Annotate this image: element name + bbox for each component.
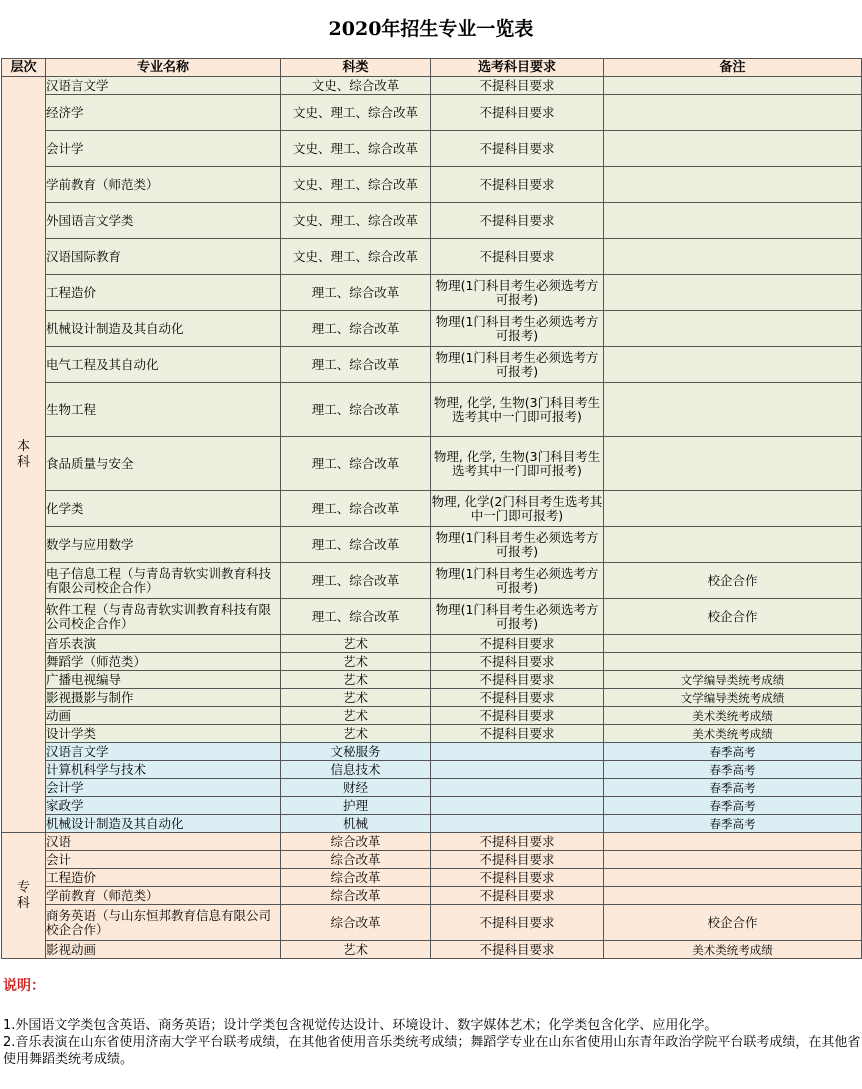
subject-requirement-cell: 不提科目要求 bbox=[431, 653, 604, 671]
major-name-cell: 广播电视编导 bbox=[46, 671, 281, 689]
subject-requirement-cell: 物理, 化学, 生物(3门科目考生选考其中一门即可报考) bbox=[431, 383, 604, 437]
subject-requirement-cell bbox=[431, 797, 604, 815]
major-name-cell: 工程造价 bbox=[46, 869, 281, 887]
subject-requirement-cell: 不提科目要求 bbox=[431, 689, 604, 707]
subject-requirement-cell: 物理(1门科目考生必须选考方可报考) bbox=[431, 347, 604, 383]
remarks-cell bbox=[604, 491, 862, 527]
major-name-cell: 影视摄影与制作 bbox=[46, 689, 281, 707]
remarks-cell bbox=[604, 635, 862, 653]
major-name-cell: 电气工程及其自动化 bbox=[46, 347, 281, 383]
header-subject-requirement: 选考科目要求 bbox=[431, 59, 604, 77]
remarks-cell: 春季高考 bbox=[604, 815, 862, 833]
remarks-cell bbox=[604, 437, 862, 491]
major-name-cell: 化学类 bbox=[46, 491, 281, 527]
subject-requirement-cell: 不提科目要求 bbox=[431, 905, 604, 941]
remarks-cell bbox=[604, 77, 862, 95]
note-item-1: 1.外国语文学类包含英语、商务英语；设计学类包含视觉传达设计、环境设计、数字媒体艺术；化学类包含化学、应用化学。 bbox=[3, 1018, 718, 1033]
table-row bbox=[2, 761, 862, 779]
subject-requirement-cell: 不提科目要求 bbox=[431, 203, 604, 239]
table-row bbox=[2, 437, 862, 491]
category-cell: 理工、综合改革 bbox=[281, 437, 431, 491]
subject-requirement-cell: 物理(1门科目考生必须选考方可报考) bbox=[431, 527, 604, 563]
header-category: 科类 bbox=[281, 59, 431, 77]
level-cell-benke-label: 本科 bbox=[17, 438, 31, 470]
subject-requirement-cell: 物理(1门科目考生必须选考方可报考) bbox=[431, 311, 604, 347]
remarks-cell bbox=[604, 833, 862, 851]
category-cell: 文史、理工、综合改革 bbox=[281, 95, 431, 131]
subject-requirement-cell: 物理(1门科目考生必须选考方可报考) bbox=[431, 275, 604, 311]
category-cell: 综合改革 bbox=[281, 851, 431, 869]
table-row bbox=[2, 689, 862, 707]
major-name-cell: 计算机科学与技术 bbox=[46, 761, 281, 779]
remarks-cell bbox=[604, 527, 862, 563]
remarks-cell: 校企合作 bbox=[604, 563, 862, 599]
table-row bbox=[2, 743, 862, 761]
category-cell: 文史、理工、综合改革 bbox=[281, 131, 431, 167]
major-name-cell: 家政学 bbox=[46, 797, 281, 815]
remarks-cell: 春季高考 bbox=[604, 779, 862, 797]
category-cell: 理工、综合改革 bbox=[281, 599, 431, 635]
category-cell: 综合改革 bbox=[281, 905, 431, 941]
category-cell: 艺术 bbox=[281, 707, 431, 725]
subject-requirement-cell: 不提科目要求 bbox=[431, 635, 604, 653]
table-row bbox=[2, 653, 862, 671]
table-row bbox=[2, 95, 862, 131]
category-cell: 理工、综合改革 bbox=[281, 383, 431, 437]
category-cell: 理工、综合改革 bbox=[281, 491, 431, 527]
major-name-cell: 舞蹈学（师范类） bbox=[46, 653, 281, 671]
category-cell: 综合改革 bbox=[281, 869, 431, 887]
category-cell: 艺术 bbox=[281, 671, 431, 689]
major-name-cell: 汉语言文学 bbox=[46, 77, 281, 95]
table-row bbox=[2, 383, 862, 437]
subject-requirement-cell: 不提科目要求 bbox=[431, 941, 604, 959]
category-cell: 理工、综合改革 bbox=[281, 311, 431, 347]
major-name-cell: 经济学 bbox=[46, 95, 281, 131]
category-cell: 护理 bbox=[281, 797, 431, 815]
header-remarks: 备注 bbox=[604, 59, 862, 77]
remarks-cell bbox=[604, 203, 862, 239]
major-name-cell: 食品质量与安全 bbox=[46, 437, 281, 491]
major-name-cell: 机械设计制造及其自动化 bbox=[46, 815, 281, 833]
remarks-cell: 春季高考 bbox=[604, 797, 862, 815]
table-row bbox=[2, 239, 862, 275]
remarks-cell: 校企合作 bbox=[604, 599, 862, 635]
remarks-cell: 春季高考 bbox=[604, 761, 862, 779]
subject-requirement-cell bbox=[431, 743, 604, 761]
header-major-name: 专业名称 bbox=[46, 59, 281, 77]
subject-requirement-cell: 不提科目要求 bbox=[431, 95, 604, 131]
remarks-cell bbox=[604, 653, 862, 671]
category-cell: 艺术 bbox=[281, 941, 431, 959]
subject-requirement-cell: 不提科目要求 bbox=[431, 77, 604, 95]
subject-requirement-cell: 不提科目要求 bbox=[431, 131, 604, 167]
table-row bbox=[2, 905, 862, 941]
table-row bbox=[2, 167, 862, 203]
remarks-cell: 美术类统考成绩 bbox=[604, 707, 862, 725]
notes-section bbox=[3, 978, 861, 1068]
major-name-cell: 会计学 bbox=[46, 779, 281, 797]
category-cell: 信息技术 bbox=[281, 761, 431, 779]
major-name-cell: 外国语言文学类 bbox=[46, 203, 281, 239]
remarks-cell bbox=[604, 869, 862, 887]
admission-table bbox=[1, 58, 862, 959]
table-row bbox=[2, 869, 862, 887]
remarks-cell bbox=[604, 239, 862, 275]
table-row bbox=[2, 833, 862, 851]
major-name-cell: 设计学类 bbox=[46, 725, 281, 743]
table-row bbox=[2, 77, 862, 95]
category-cell: 综合改革 bbox=[281, 833, 431, 851]
subject-requirement-cell: 物理(1门科目考生必须选考方可报考) bbox=[431, 599, 604, 635]
category-cell: 艺术 bbox=[281, 653, 431, 671]
category-cell: 财经 bbox=[281, 779, 431, 797]
table-row bbox=[2, 203, 862, 239]
subject-requirement-cell: 不提科目要求 bbox=[431, 725, 604, 743]
major-name-cell: 会计学 bbox=[46, 131, 281, 167]
category-cell: 理工、综合改革 bbox=[281, 275, 431, 311]
table-row bbox=[2, 815, 862, 833]
remarks-cell bbox=[604, 887, 862, 905]
table-row bbox=[2, 131, 862, 167]
remarks-cell bbox=[604, 383, 862, 437]
subject-requirement-cell bbox=[431, 779, 604, 797]
table-row bbox=[2, 563, 862, 599]
notes-title: 说明： bbox=[3, 978, 45, 994]
subject-requirement-cell: 不提科目要求 bbox=[431, 167, 604, 203]
remarks-cell bbox=[604, 95, 862, 131]
category-cell: 理工、综合改革 bbox=[281, 347, 431, 383]
table-row bbox=[2, 941, 862, 959]
table-row bbox=[2, 797, 862, 815]
category-cell: 文史、理工、综合改革 bbox=[281, 203, 431, 239]
category-cell: 艺术 bbox=[281, 689, 431, 707]
subject-requirement-cell bbox=[431, 761, 604, 779]
major-name-cell: 汉语 bbox=[46, 833, 281, 851]
major-name-cell: 会计 bbox=[46, 851, 281, 869]
major-name-cell: 汉语国际教育 bbox=[46, 239, 281, 275]
table-header-row bbox=[2, 59, 862, 77]
subject-requirement-cell: 不提科目要求 bbox=[431, 833, 604, 851]
subject-requirement-cell: 不提科目要求 bbox=[431, 707, 604, 725]
category-cell: 艺术 bbox=[281, 635, 431, 653]
major-name-cell: 汉语言文学 bbox=[46, 743, 281, 761]
category-cell: 文史、理工、综合改革 bbox=[281, 167, 431, 203]
subject-requirement-cell: 不提科目要求 bbox=[431, 239, 604, 275]
remarks-cell: 美术类统考成绩 bbox=[604, 725, 862, 743]
subject-requirement-cell: 不提科目要求 bbox=[431, 869, 604, 887]
subject-requirement-cell: 不提科目要求 bbox=[431, 851, 604, 869]
table-row bbox=[2, 851, 862, 869]
subject-requirement-cell: 物理, 化学, 生物(3门科目考生选考其中一门即可报考) bbox=[431, 437, 604, 491]
remarks-cell: 文学编导类统考成绩 bbox=[604, 671, 862, 689]
major-name-cell: 商务英语（与山东恒邦教育信息有限公司校企合作） bbox=[46, 905, 281, 941]
subject-requirement-cell: 物理, 化学(2门科目考生选考其中一门即可报考) bbox=[431, 491, 604, 527]
table-row bbox=[2, 779, 862, 797]
remarks-cell bbox=[604, 347, 862, 383]
major-name-cell: 影视动画 bbox=[46, 941, 281, 959]
subject-requirement-cell: 不提科目要求 bbox=[431, 671, 604, 689]
remarks-cell bbox=[604, 131, 862, 167]
major-name-cell: 动画 bbox=[46, 707, 281, 725]
remarks-cell: 春季高考 bbox=[604, 743, 862, 761]
category-cell: 综合改革 bbox=[281, 887, 431, 905]
major-name-cell: 工程造价 bbox=[46, 275, 281, 311]
major-name-cell: 学前教育（师范类） bbox=[46, 167, 281, 203]
remarks-cell bbox=[604, 275, 862, 311]
remarks-cell bbox=[604, 311, 862, 347]
remarks-cell: 校企合作 bbox=[604, 905, 862, 941]
level-cell-zhuanke bbox=[2, 833, 46, 959]
remarks-cell bbox=[604, 167, 862, 203]
level-cell-benke bbox=[2, 77, 46, 833]
category-cell: 机械 bbox=[281, 815, 431, 833]
header-level: 层次 bbox=[2, 59, 46, 77]
table-row bbox=[2, 491, 862, 527]
note-item-2: 2.音乐表演在山东省使用济南大学平台联考成绩，在其他省使用音乐类统考成绩；舞蹈学专业在山东省使用山东青年政治学院平台联考成绩，在其他省使用舞蹈类统考成绩。 bbox=[3, 1035, 861, 1067]
remarks-cell: 文学编导类统考成绩 bbox=[604, 689, 862, 707]
category-cell: 文秘服务 bbox=[281, 743, 431, 761]
major-name-cell: 数学与应用数学 bbox=[46, 527, 281, 563]
subject-requirement-cell: 物理(1门科目考生必须选考方可报考) bbox=[431, 563, 604, 599]
subject-requirement-cell bbox=[431, 815, 604, 833]
category-cell: 艺术 bbox=[281, 725, 431, 743]
category-cell: 文史、理工、综合改革 bbox=[281, 239, 431, 275]
major-name-cell: 生物工程 bbox=[46, 383, 281, 437]
major-name-cell: 电子信息工程（与青岛青软实训教育科技有限公司校企合作） bbox=[46, 563, 281, 599]
category-cell: 文史、综合改革 bbox=[281, 77, 431, 95]
table-row bbox=[2, 275, 862, 311]
table-row bbox=[2, 527, 862, 563]
table-row bbox=[2, 671, 862, 689]
remarks-cell: 美术类统考成绩 bbox=[604, 941, 862, 959]
table-row bbox=[2, 311, 862, 347]
level-cell-zhuanke-label: 专科 bbox=[17, 879, 31, 911]
table-row bbox=[2, 887, 862, 905]
table-row bbox=[2, 725, 862, 743]
table-row bbox=[2, 707, 862, 725]
major-name-cell: 机械设计制造及其自动化 bbox=[46, 311, 281, 347]
table-row bbox=[2, 599, 862, 635]
page-title: 2020年招生专业一览表 bbox=[328, 18, 534, 40]
subject-requirement-cell: 不提科目要求 bbox=[431, 887, 604, 905]
category-cell: 理工、综合改革 bbox=[281, 563, 431, 599]
major-name-cell: 音乐表演 bbox=[46, 635, 281, 653]
major-name-cell: 软件工程（与青岛青软实训教育科技有限公司校企合作） bbox=[46, 599, 281, 635]
remarks-cell bbox=[604, 851, 862, 869]
major-name-cell: 学前教育（师范类） bbox=[46, 887, 281, 905]
table-row bbox=[2, 635, 862, 653]
category-cell: 理工、综合改革 bbox=[281, 527, 431, 563]
table-row bbox=[2, 347, 862, 383]
